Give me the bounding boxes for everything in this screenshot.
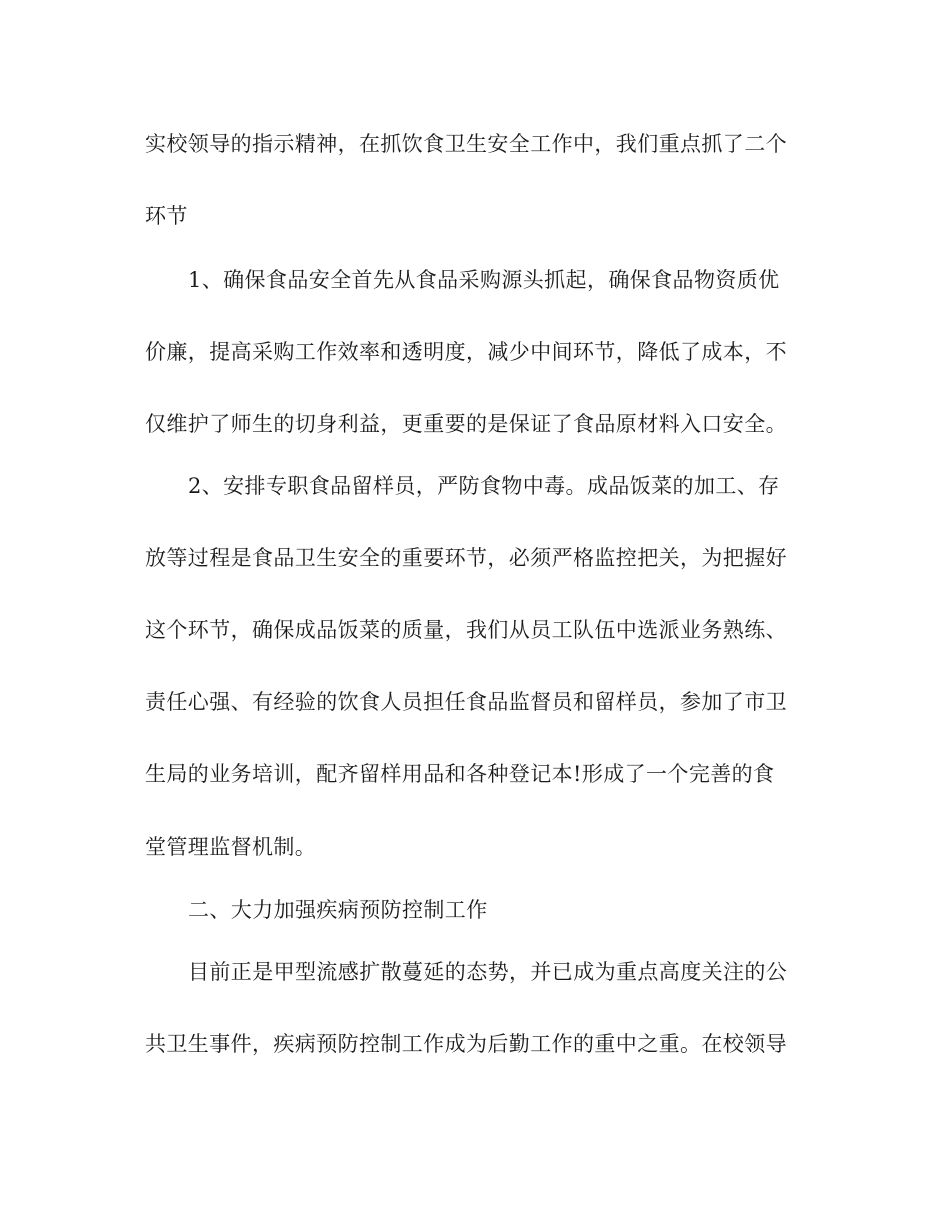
paragraph-line-8: 这个环节，确保成品饭菜的质量，我们从员工队伍中选派业务熟练、 <box>145 618 787 642</box>
paragraph-line-1: 实校领导的指示精神，在抓饮食卫生安全工作中，我们重点抓了二个 <box>145 132 787 156</box>
paragraph-line-13: 共卫生事件，疾病预防控制工作成为后勤工作的重中之重。在校领导 <box>145 1032 787 1056</box>
paragraph-line-6: 2、安排专职食品留样员，严防食物中毒。成品饭菜的加工、存 <box>188 474 780 498</box>
paragraph-line-2: 环节 <box>145 204 188 228</box>
paragraph-line-3: 1、确保食品安全首先从食品采购源头抓起，确保食品物资质优 <box>188 268 780 292</box>
paragraph-line-5: 仅维护了师生的切身利益，更重要的是保证了食品原材料入口安全。 <box>145 412 787 436</box>
paragraph-line-4: 价廉，提高采购工作效率和透明度，减少中间环节，降低了成本，不 <box>145 340 787 364</box>
paragraph-line-9: 责任心强、有经验的饮食人员担任食品监督员和留样员，参加了市卫 <box>145 690 787 714</box>
paragraph-line-12: 目前正是甲型流感扩散蔓延的态势，并已成为重点高度关注的公 <box>188 960 788 984</box>
paragraph-line-10: 生局的业务培训，配齐留样用品和各种登记本!形成了一个完善的食 <box>145 762 775 786</box>
paragraph-line-11: 堂管理监督机制。 <box>145 835 317 859</box>
section-heading: 二、大力加强疾病预防控制工作 <box>188 898 488 922</box>
paragraph-line-7: 放等过程是食品卫生安全的重要环节，必须严格监控把关，为把握好 <box>145 546 787 570</box>
